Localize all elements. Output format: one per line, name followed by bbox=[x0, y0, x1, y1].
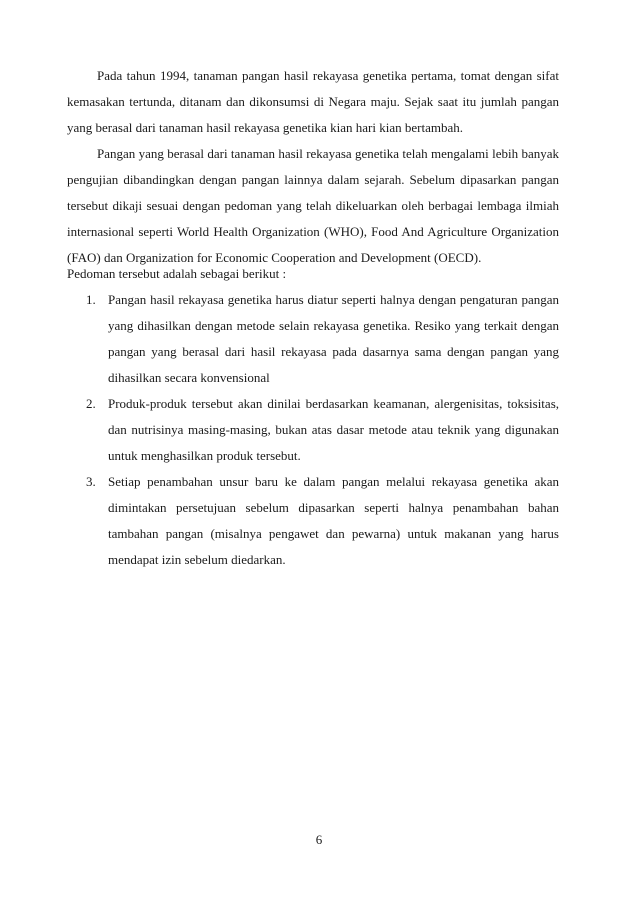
list-item-text: Setiap penambahan unsur baru ke dalam pangan melalui rekayasa genetika akan dimintakan persetujuan sebelum dipasarkan seperti halnya penambahan bahan tambahan pangan (misalnya pengawet dan pewarna) untuk makanan yang harus mendapat izin sebelum diedarkan. bbox=[108, 474, 559, 567]
list-item-text: Produk-produk tersebut akan dinilai berdasarkan keamanan, alergenisitas, toksisitas, dan nutrisinya masing-masing, bukan atas dasar metode atau teknik yang digunakan untuk menghasilkan produk tersebut. bbox=[108, 396, 559, 463]
page-number: 6 bbox=[315, 832, 323, 847]
list-item bbox=[67, 287, 559, 391]
list-item-text: Pangan hasil rekayasa genetika harus diatur seperti halnya dengan pengaturan pangan yang dihasilkan dengan metode selain rekayasa genetika. Resiko yang terkait dengan pangan yang berasal dari hasil rekayasa pada dasarnya sama dengan pangan yang dihasilkan secara konvensional bbox=[108, 292, 559, 385]
list-item-number: 2. bbox=[86, 396, 96, 411]
paragraph-1: Pada tahun 1994, tanaman pangan hasil rekayasa genetika pertama, tomat dengan sifat kemasakan tertunda, ditanam dan dikonsumsi di Negara maju. Sejak saat itu jumlah pangan yang berasal dari tanaman hasil rekayasa genetika kian hari kian bertambah. bbox=[67, 68, 559, 135]
guideline-list bbox=[67, 287, 559, 573]
list-item-number: 1. bbox=[86, 292, 96, 307]
list-item-number: 3. bbox=[86, 474, 96, 489]
list-intro: Pedoman tersebut adalah sebagai berikut : bbox=[67, 266, 287, 281]
list-item bbox=[67, 469, 559, 573]
paragraph-2: Pangan yang berasal dari tanaman hasil rekayasa genetika telah mengalami lebih banyak pengujian dibandingkan dengan pangan lainnya dalam sejarah. Sebelum dipasarkan pangan tersebut dikaji sesuai dengan pedoman yang telah dikeluarkan oleh berbagai lembaga ilmiah internasional seperti World Health Organization (WHO), Food And Agriculture Organization (FAO) dan Organization for Economic Cooperation and Development (OECD). bbox=[67, 146, 559, 265]
list-item bbox=[67, 391, 559, 469]
